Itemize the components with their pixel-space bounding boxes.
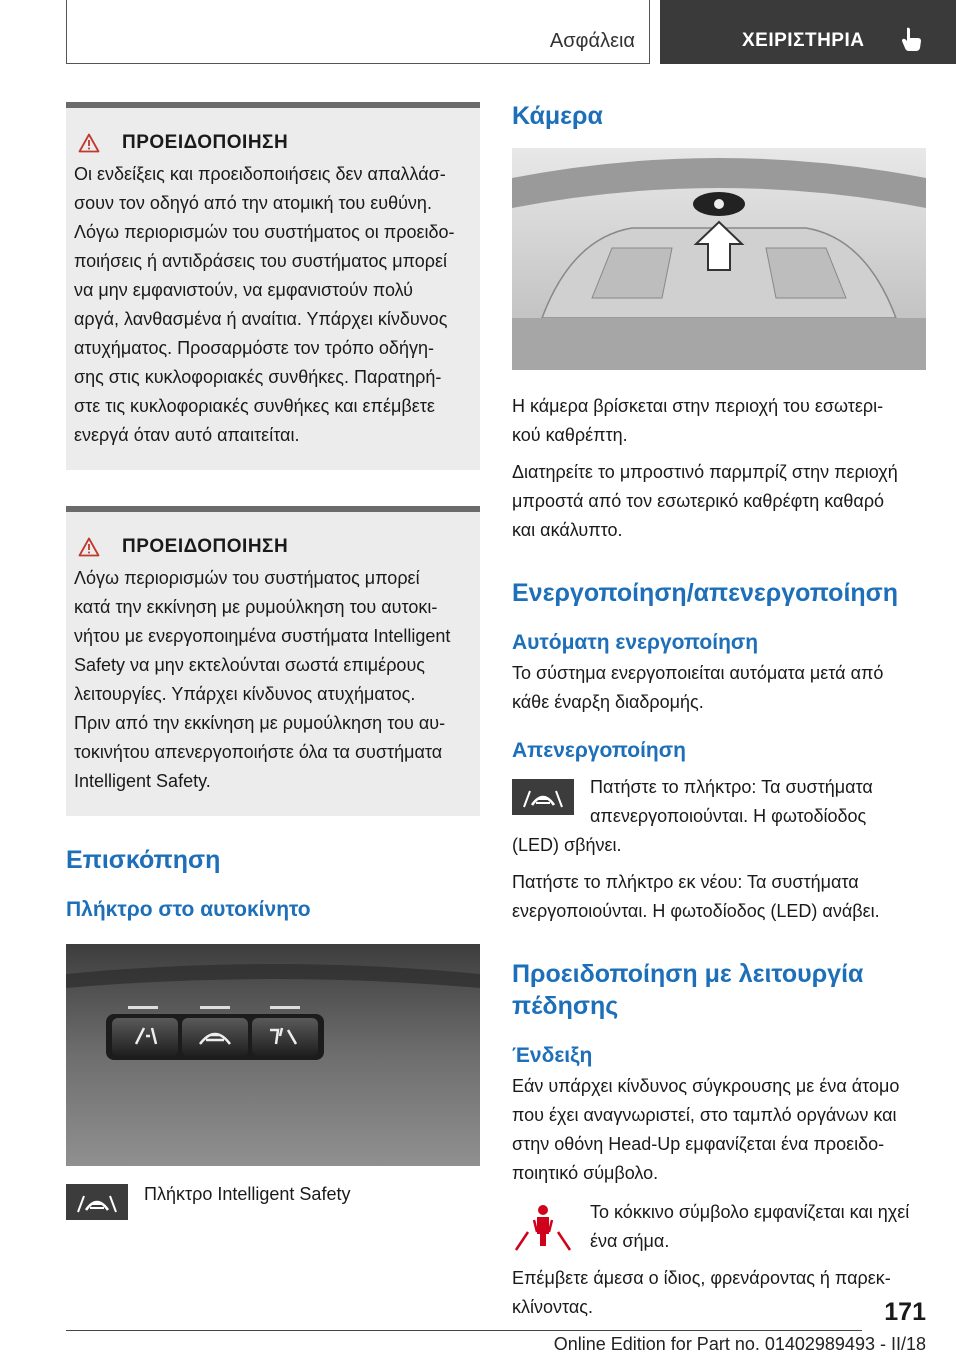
camera-heading: Κάμερα <box>512 102 603 130</box>
text-line: ενεργά όταν αυτό απαιτείται. <box>74 425 300 445</box>
intelligent-safety-icon <box>512 779 574 815</box>
text-line: λειτουργίες. Υπάρχει κίνδυνος ατυχήματος. <box>74 684 416 704</box>
heading-line: Προειδοποίηση με λειτουργία <box>512 960 864 988</box>
text-line: ποιητικό σύμβολο. <box>512 1163 659 1183</box>
text-line: μπροστά από τον εσωτερικό καθρέφτη καθαρό <box>512 491 885 511</box>
text-line: Λόγω περιορισμών του συστήματος μπορεί <box>74 568 420 588</box>
deactivation-row <box>512 773 926 860</box>
text-line: και ακάλυπτο. <box>512 520 623 540</box>
symbol-text <box>512 1198 926 1256</box>
text-line: αργά, λανθασμένα ή αναίτια. Υπάρχει κίνδυνος <box>74 309 448 329</box>
heading-line: πέδησης <box>512 992 619 1020</box>
warning-text <box>74 564 470 796</box>
text-line: Πριν από την εκκίνηση με ρυμούλκηση του αυ‐ <box>74 713 446 733</box>
warning-box <box>66 506 480 816</box>
text-line: Intelligent Safety. <box>74 771 211 791</box>
text-line: ατυχήματος. Προσαρμόστε τον τρόπο οδήγη‐ <box>74 338 434 358</box>
text-line: ποιήσεις ή αντιδράσεις του συστήματος μπορεί <box>74 251 448 271</box>
text-line: ενεργοποιούνται. Η φωτοδίοδος (LED) ανάβει. <box>512 901 880 921</box>
text-line: Οι ενδείξεις και προειδοποιήσεις δεν απαλλάσ‐ <box>74 164 446 184</box>
chapter-tab-label: ΧΕΙΡΙΣΤΗΡΙΑ <box>742 30 865 51</box>
text-line: Το σύστημα ενεργοποιείται αυτόματα μετά από <box>512 663 884 683</box>
footer-rule <box>66 1330 862 1331</box>
camera-paragraph-2 <box>512 458 926 545</box>
text-line: τοκινήτου απενεργοποιήστε όλα τα συστήματα <box>74 742 443 762</box>
indication-heading: Ένδειξη <box>512 1044 593 1067</box>
button-panel-photo <box>66 944 480 1166</box>
text-line: Επέμβετε άμεσα ο ίδιος, φρενάροντας ή παρεκ‐ <box>512 1268 891 1288</box>
pointing-hand-icon <box>898 26 924 52</box>
text-line: νήτου με ενεργοποιημένα συστήματα Intelligent <box>74 626 451 646</box>
activation-heading: Ενεργοποίηση/απενεργοποίηση <box>512 579 899 607</box>
text-line: Safety να μην εκτελούνται σωστά επιμέρους <box>74 655 425 675</box>
text-line: κλίνοντας. <box>512 1297 593 1317</box>
warning-title: ΠΡΟΕΙΔΟΠΟΙΗΣΗ <box>122 132 289 153</box>
warning-triangle-icon <box>78 133 100 153</box>
left-column <box>66 102 480 1226</box>
text-line: σουν τον οδηγό από την ατομική του ευθύνη. <box>74 193 432 213</box>
intelligent-safety-icon <box>66 1184 128 1220</box>
section-title: Ασφάλεια <box>549 30 635 52</box>
text-line: Πατήστε το πλήκτρο: Τα συστήματα <box>590 777 873 797</box>
text-line: στην οθόνη Head-Up εμφανίζεται ένα προειδο‐ <box>512 1134 885 1154</box>
deactivation-text-1 <box>512 773 926 860</box>
text-line: στε τις κυκλοφοριακές συνθήκες και επέμβετε <box>74 396 435 416</box>
pedestrian-warning-icon <box>512 1202 574 1254</box>
text-line: κού καθρέπτη. <box>512 425 628 445</box>
warning-text <box>74 160 470 450</box>
auto-activation-text <box>512 659 926 717</box>
warning-header <box>78 536 470 558</box>
overview-heading: Επισκόπηση <box>66 846 221 874</box>
footer-edition: Online Edition for Part no. 01402989493 - II/18 <box>553 1334 926 1354</box>
right-column <box>512 100 926 1322</box>
indication-text <box>512 1072 926 1188</box>
text-line: Πατήστε το πλήκτρο εκ νέου: Τα συστήματα <box>512 872 859 892</box>
text-line: που έχει αναγνωριστεί, στο ταμπλό οργάνων και <box>512 1105 897 1125</box>
braking-warning-heading <box>512 958 926 1022</box>
warning-triangle-icon <box>78 537 100 557</box>
text-line: Διατηρείτε το μπροστινό παρμπρίζ στην περιοχή <box>512 462 898 482</box>
warning-header <box>78 132 470 154</box>
button-caption: Πλήκτρο Intelligent Safety <box>144 1184 351 1204</box>
button-caption-row <box>66 1180 480 1226</box>
text-line: κάθε έναρξη διαδρομής. <box>512 692 704 712</box>
deactivation-heading: Απενεργοποίηση <box>512 739 686 762</box>
camera-photo <box>512 148 926 370</box>
text-line: Εάν υπάρχει κίνδυνος σύγκρουσης με ένα άτομο <box>512 1076 900 1096</box>
text-line: κατά την εκκίνηση με ρυμούλκηση του αυτοκι‐ <box>74 597 438 617</box>
button-panel-image <box>66 944 480 1166</box>
text-line: σης στις κυκλοφοριακές συνθήκες. Παρατηρή‐ <box>74 367 442 387</box>
deactivation-text-2 <box>512 868 926 926</box>
text-line: Η κάμερα βρίσκεται στην περιοχή του εσωτερι‐ <box>512 396 884 416</box>
text-line: ένα σήμα. <box>590 1231 670 1251</box>
page-number: 171 <box>884 1298 926 1326</box>
text-line: Λόγω περιορισμών του συστήματος οι προειδο‐ <box>74 222 455 242</box>
chapter-tab[interactable] <box>660 0 956 64</box>
text-line: απενεργοποιούνται. Η φωτοδίοδος <box>590 806 867 826</box>
camera-paragraph-1 <box>512 392 926 450</box>
text-line: να μην εμφανιστούν, να εμφανιστούν πολύ <box>74 280 414 300</box>
auto-activation-heading: Αυτόματη ενεργοποίηση <box>512 631 759 654</box>
final-text <box>512 1264 926 1322</box>
warning-title: ΠΡΟΕΙΔΟΠΟΙΗΣΗ <box>122 536 289 557</box>
warning-box <box>66 102 480 470</box>
button-heading: Πλήκτρο στο αυτοκίνητο <box>66 898 311 921</box>
symbol-row <box>512 1198 926 1260</box>
text-line: (LED) σβήνει. <box>512 835 622 855</box>
header-section-box <box>66 0 650 64</box>
text-line: Το κόκκινο σύμβολο εμφανίζεται και ηχεί <box>590 1202 910 1222</box>
camera-image <box>512 148 926 370</box>
